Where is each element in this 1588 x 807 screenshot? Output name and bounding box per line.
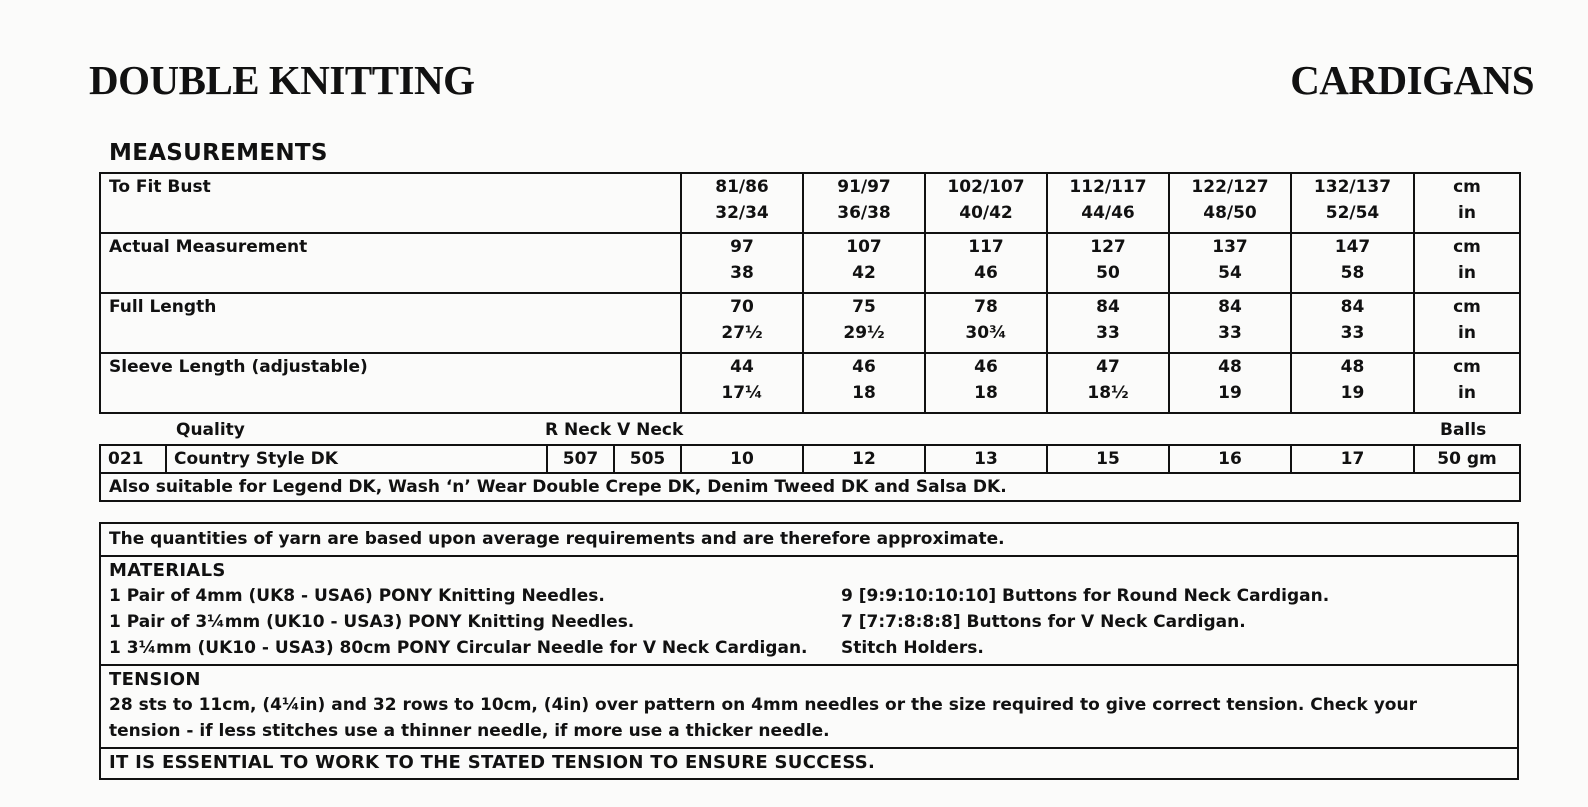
materials-heading: MATERIALS xyxy=(109,560,226,581)
measurement-row xyxy=(100,173,1520,233)
measurement-value xyxy=(1291,233,1414,293)
yarn-table xyxy=(99,444,1521,502)
value-in: 36/38 xyxy=(837,203,891,223)
value-cm: 91/97 xyxy=(837,177,891,197)
value-in: 54 xyxy=(1218,263,1242,283)
value-in: 40/42 xyxy=(959,203,1013,223)
measurement-value xyxy=(803,353,925,413)
measurement-value xyxy=(803,233,925,293)
material-item: 9 [9:9:10:10:10] Buttons for Round Neck Cardigan. xyxy=(841,586,1330,606)
measurement-value xyxy=(1047,233,1169,293)
category-title: DOUBLE KNITTING xyxy=(89,57,475,103)
yarn-note-row xyxy=(100,473,1520,501)
tension-heading: TENSION xyxy=(109,669,201,690)
measurement-label: To Fit Bust xyxy=(100,173,681,233)
value-in: 44/46 xyxy=(1081,203,1135,223)
balls-cell: 13 xyxy=(925,445,1047,473)
measurement-label: Full Length xyxy=(100,293,681,353)
measurement-value xyxy=(1169,353,1291,413)
value-in: 30¾ xyxy=(965,323,1007,343)
quality-label: Quality xyxy=(176,420,245,440)
measurement-units xyxy=(1414,353,1520,413)
value-in: 50 xyxy=(1096,263,1120,283)
measurement-value xyxy=(1169,293,1291,353)
value-in: 18 xyxy=(852,383,876,403)
value-cm: 97 xyxy=(730,237,754,257)
value-in: 18 xyxy=(974,383,998,403)
balls-cell: 12 xyxy=(803,445,925,473)
measurement-value xyxy=(681,233,803,293)
garment-title: CARDIGANS xyxy=(1290,57,1534,103)
value-in: 38 xyxy=(730,263,754,283)
material-item: 1 3¼mm (UK10 - USA3) 80cm PONY Circular Needle for V Neck Cardigan. xyxy=(109,638,808,658)
value-cm: 102/107 xyxy=(947,177,1025,197)
measurement-value xyxy=(925,353,1047,413)
unit-label: cm xyxy=(1453,297,1481,317)
value-cm: 70 xyxy=(730,297,754,317)
balls-label: Balls xyxy=(1440,420,1487,440)
v-neck-shade: 505 xyxy=(614,445,681,473)
neck-label: R Neck V Neck xyxy=(545,420,684,440)
value-cm: 137 xyxy=(1212,237,1248,257)
tension-text-line: tension - if less stitches use a thinner needle, if more use a thicker needle. xyxy=(109,721,830,741)
measurements-table xyxy=(99,172,1521,414)
value-cm: 117 xyxy=(968,237,1004,257)
value-cm: 84 xyxy=(1218,297,1242,317)
yarn-code: 021 xyxy=(100,445,166,473)
value-cm: 46 xyxy=(852,357,876,377)
measurement-value xyxy=(681,293,803,353)
measurement-row xyxy=(100,293,1520,353)
measurement-value xyxy=(1169,173,1291,233)
value-cm: 46 xyxy=(974,357,998,377)
value-in: 33 xyxy=(1218,323,1242,343)
balls-cell: 16 xyxy=(1169,445,1291,473)
material-item: 1 Pair of 4mm (UK8 - USA6) PONY Knitting Needles. xyxy=(109,586,605,606)
quantities-section xyxy=(101,524,1517,557)
quantities-note: The quantities of yarn are based upon average requirements and are therefore approximate. xyxy=(109,529,1005,549)
essential-section xyxy=(101,749,1517,778)
measurement-row xyxy=(100,233,1520,293)
tension-section xyxy=(101,666,1517,749)
essential-warning: IT IS ESSENTIAL TO WORK TO THE STATED TENSION TO ENSURE SUCCESS. xyxy=(109,752,876,773)
measurements-heading: MEASUREMENTS xyxy=(109,140,328,166)
unit-label: cm xyxy=(1453,177,1481,197)
unit-label: in xyxy=(1458,203,1476,223)
measurement-value xyxy=(1291,293,1414,353)
value-cm: 127 xyxy=(1090,237,1126,257)
materials-needles-list xyxy=(109,583,841,661)
material-item: 1 Pair of 3¼mm (UK10 - USA3) PONY Knitting Needles. xyxy=(109,612,635,632)
value-in: 18½ xyxy=(1087,383,1129,403)
value-in: 46 xyxy=(974,263,998,283)
unit-label: in xyxy=(1458,263,1476,283)
value-cm: 44 xyxy=(730,357,754,377)
measurement-units xyxy=(1414,233,1520,293)
value-in: 32/34 xyxy=(715,203,769,223)
unit-label: cm xyxy=(1453,237,1481,257)
value-cm: 48 xyxy=(1340,357,1365,377)
value-cm: 47 xyxy=(1096,357,1120,377)
value-cm: 107 xyxy=(846,237,882,257)
measurement-units xyxy=(1414,173,1520,233)
value-cm: 132/137 xyxy=(1313,177,1392,197)
yarn-row xyxy=(100,445,1520,473)
materials-section xyxy=(101,557,1517,666)
value-in: 58 xyxy=(1340,263,1365,283)
measurement-units xyxy=(1414,293,1520,353)
unit-label: in xyxy=(1458,383,1476,403)
value-in: 42 xyxy=(852,263,876,283)
measurement-label: Sleeve Length (adjustable) xyxy=(100,353,681,413)
measurement-label: Actual Measurement xyxy=(100,233,681,293)
value-in: 29½ xyxy=(843,323,885,343)
value-cm: 84 xyxy=(1340,297,1365,317)
measurement-value xyxy=(925,233,1047,293)
value-cm: 84 xyxy=(1096,297,1120,317)
r-neck-shade: 507 xyxy=(547,445,614,473)
yarn-name: Country Style DK xyxy=(166,445,547,473)
measurement-value xyxy=(681,353,803,413)
tension-text-line: 28 sts to 11cm, (4¼in) and 32 rows to 10cm, (4in) over pattern on 4mm needles or the size required to give correct tension. Check your xyxy=(109,695,1417,715)
value-in: 33 xyxy=(1340,323,1365,343)
value-cm: 78 xyxy=(974,297,998,317)
value-cm: 112/117 xyxy=(1069,177,1147,197)
value-cm: 122/127 xyxy=(1191,177,1269,197)
yarn-alternatives-note: Also suitable for Legend DK, Wash ‘n’ Wear Double Crepe DK, Denim Tweed DK and Salsa DK. xyxy=(100,473,1520,501)
balls-cell: 10 xyxy=(681,445,803,473)
material-item: 7 [7:7:8:8:8] Buttons for V Neck Cardigan. xyxy=(841,612,1246,632)
measurement-value xyxy=(1047,173,1169,233)
info-box xyxy=(99,522,1519,780)
measurement-row xyxy=(100,353,1520,413)
measurement-value xyxy=(1291,353,1414,413)
measurement-value xyxy=(925,293,1047,353)
value-in: 19 xyxy=(1218,383,1242,403)
ball-weight: 50 gm xyxy=(1414,445,1520,473)
value-cm: 81/86 xyxy=(715,177,769,197)
value-cm: 48 xyxy=(1218,357,1242,377)
material-item: Stitch Holders. xyxy=(841,638,984,658)
materials-extras-list xyxy=(841,583,1329,661)
measurement-value xyxy=(803,293,925,353)
measurement-value xyxy=(1169,233,1291,293)
value-cm: 147 xyxy=(1334,237,1371,257)
unit-label: cm xyxy=(1453,357,1481,377)
measurement-value xyxy=(803,173,925,233)
value-cm: 75 xyxy=(852,297,876,317)
balls-cell: 17 xyxy=(1291,445,1414,473)
measurement-value xyxy=(1047,353,1169,413)
value-in: 27½ xyxy=(721,323,763,343)
unit-label: in xyxy=(1458,323,1476,343)
value-in: 19 xyxy=(1340,383,1365,403)
value-in: 33 xyxy=(1096,323,1120,343)
measurement-value xyxy=(1291,173,1414,233)
value-in: 17¼ xyxy=(721,383,763,403)
measurement-value xyxy=(1047,293,1169,353)
measurement-value xyxy=(681,173,803,233)
value-in: 48/50 xyxy=(1203,203,1257,223)
measurement-value xyxy=(925,173,1047,233)
balls-cell: 15 xyxy=(1047,445,1169,473)
value-in: 52/54 xyxy=(1325,203,1380,223)
